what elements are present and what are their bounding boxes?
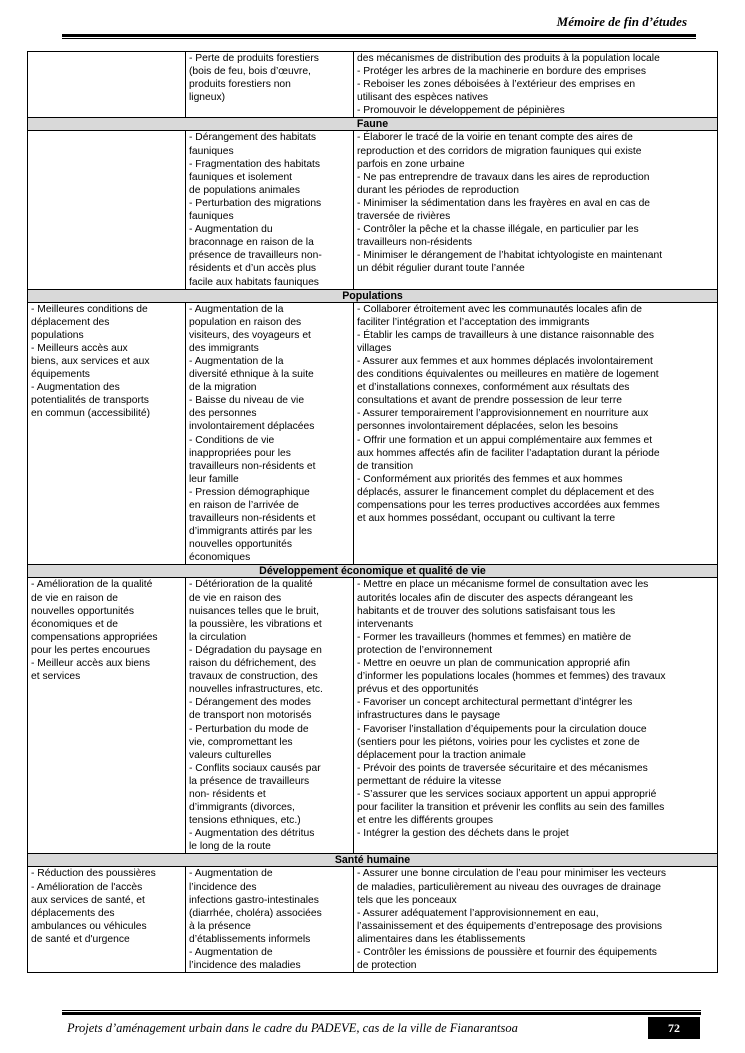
cell-line: valeurs culturelles (189, 749, 272, 761)
cell-line: - Conflits sociaux causés par (189, 762, 321, 774)
cell-line: autorités locales afin de discuter des aspects dérangeant les (357, 592, 633, 604)
cell-line: - Minimiser le dérangement de l’habitat ichtyologiste en maintenant (357, 250, 663, 262)
cell-line: - Perturbation du mode de (189, 723, 309, 735)
cell-line: nouvelles opportunités (189, 539, 293, 551)
cell-line: - Contrôler la pêche et la chasse illégale, en particulier par les (357, 224, 639, 236)
cell-line: alimentaires dans les établissements (357, 933, 526, 945)
cell-line: - Protéger les arbres de la machinerie en bordure des emprises (357, 66, 647, 78)
cell-line: - Fragmentation des habitats (189, 158, 321, 170)
cell-line: de transport non motorisés (189, 710, 312, 722)
cell-line: population en raison des (189, 316, 302, 328)
cell-line: - S’assurer que les services sociaux apportent un appui approprié (357, 788, 657, 800)
footer-text: Projets d’aménagement urbain dans le cadre du PADEVE, cas de la ville de Fianarantsoa (67, 1021, 518, 1035)
cell-line: ambulances ou véhicules (31, 920, 147, 932)
cell-line: - Dégradation du paysage en (189, 644, 322, 656)
cell-line: - Conformément aux priorités des femmes et aux hommes (357, 473, 623, 485)
cell-line: et d’installations connexes, conformément aux résultats des (357, 382, 630, 394)
section-header: Populations (28, 289, 718, 302)
cell-line: - Augmentation de la (189, 303, 284, 315)
cell-line: des personnes (189, 408, 257, 420)
table-row (28, 867, 718, 973)
cell-line: ligneux) (189, 92, 226, 104)
cell-line: produits forestiers non (189, 79, 291, 91)
cell-line: compensations appropriées (31, 631, 158, 643)
cell-line: (diarrhée, choléra) associées (189, 907, 322, 919)
cell-line: - Collaborer étroitement avec les communautés locales afin de (357, 303, 643, 315)
section-header: Santé humaine (28, 854, 718, 867)
table-row (28, 52, 718, 118)
cell-line: - Amélioration de la qualité (31, 579, 153, 591)
cell-line: travaux de construction, des (189, 671, 318, 683)
section-header-row (28, 118, 718, 131)
cell-line: infections gastro-intestinales (189, 894, 319, 906)
cell-line: non- résidents et (189, 788, 266, 800)
cell-line: protection de l’environnement (357, 644, 493, 656)
cell-line: - Prévoir des points de traversée sécuritaire et des mécanismes (357, 762, 648, 774)
cell-line: populations (31, 329, 84, 341)
cell-line: économiques (189, 552, 251, 564)
cell-line: la poussière, les vibrations et (189, 618, 322, 630)
section-header: Développement économique et qualité de vie (28, 565, 718, 578)
measures-cell (354, 52, 718, 118)
footer-rule (62, 1012, 701, 1015)
cell-line: déplacements des (31, 907, 115, 919)
benefits-cell (28, 52, 186, 118)
cell-line: déplacement pour la traction animale (357, 749, 526, 761)
cell-line: nouvelles opportunités (31, 605, 135, 617)
cell-line: d’immigrants attirés par les (189, 526, 313, 538)
cell-line: pour faciliter la transition et prévenir les conflits au sein des familles (357, 802, 665, 814)
table-row (28, 578, 718, 854)
cell-line: à la présence (189, 920, 251, 932)
cell-line: - Établir les camps de travailleurs à une distance raisonnable des (357, 329, 655, 341)
table-row (28, 302, 718, 565)
impacts-cell (186, 302, 354, 565)
cell-line: - Intégrer la gestion des déchets dans le projet (357, 828, 569, 840)
cell-line: - Amélioration de l'accès (31, 881, 143, 893)
cell-line: fauniques et isolement (189, 171, 293, 183)
cell-line: utilisant des espèces natives (357, 92, 489, 104)
cell-line: la circulation (189, 631, 247, 643)
cell-line: l’incidence des maladies (189, 960, 301, 972)
cell-line: aux services de santé, et (31, 894, 145, 906)
cell-line: intervenants (357, 618, 414, 630)
section-header-row (28, 854, 718, 867)
cell-line: de populations animales (189, 184, 301, 196)
measures-cell (354, 578, 718, 854)
cell-line: raison du défrichement, des (189, 658, 317, 670)
cell-line: - Reboiser les zones déboisées à l’extérieur des emprises en (357, 79, 636, 91)
cell-line: - Augmentation du (189, 224, 273, 236)
cell-line: tels que les ponceaux (357, 894, 457, 906)
cell-line: travailleurs non-résidents et (189, 513, 316, 525)
cell-line: vie, compromettant les (189, 736, 293, 748)
cell-line: et aux hommes possédant, occupant ou cultivant la terre (357, 513, 616, 525)
cell-line: d’établissements informels (189, 933, 311, 945)
cell-line: - Minimiser la sédimentation dans les frayères en aval en cas de (357, 197, 651, 209)
cell-line: potentialités de transports (31, 395, 149, 407)
section-header-row (28, 289, 718, 302)
benefits-cell (28, 578, 186, 854)
cell-line: braconnage en raison de la (189, 237, 314, 249)
cell-line: - Augmentation de (189, 868, 273, 880)
cell-line: habitants et de trouver des solutions satisfaisant tous les (357, 605, 616, 617)
cell-line: de santé et d'urgence (31, 933, 130, 945)
measures-cell (354, 302, 718, 565)
cell-line: - Offrir une formation et un appui complémentaire aux femmes et (357, 434, 653, 446)
cell-line: (sentiers pour les piétons, voiries pour les cyclistes et zone de (357, 736, 640, 748)
cell-line: de vie en raison des (189, 592, 282, 604)
cell-line: - Meilleurs accès aux (31, 342, 128, 354)
cell-line: équipements (31, 369, 90, 381)
cell-line: de maladies, particulièrement au niveau des ouvrages de drainage (357, 881, 661, 893)
footer-rule-thin (62, 1010, 701, 1011)
cell-line: aux hommes affectés afin de faciliter l’adaptation durant la période (357, 447, 660, 459)
cell-line: de vie en raison de (31, 592, 119, 604)
cell-line: de protection (357, 960, 417, 972)
cell-line: nuisances telles que le bruit, (189, 605, 319, 617)
cell-line: - Contrôler les émissions de poussière et fournir des équipements (357, 947, 657, 958)
cell-line: leur famille (189, 473, 239, 485)
cell-line: déplacés, assurer le financement complet du déplacement et des (357, 486, 655, 498)
benefits-cell (28, 867, 186, 973)
cell-line: - Pression démographique (189, 486, 310, 498)
cell-line: l’incidence des (189, 881, 257, 893)
cell-line: - Ne pas entreprendre de travaux dans les aires de reproduction (357, 171, 650, 183)
cell-line: durant les périodes de reproduction (357, 184, 519, 196)
cell-line: biens, aux services et aux (31, 355, 150, 367)
benefits-cell (28, 131, 186, 289)
cell-line: - Réduction des poussières (31, 868, 156, 880)
impact-table-body (28, 52, 718, 973)
cell-line: fauniques (189, 145, 234, 157)
cell-line: et services (31, 671, 81, 683)
cell-line: - Assurer une bonne circulation de l’eau pour minimiser les vecteurs (357, 868, 667, 880)
cell-line: villages (357, 342, 392, 354)
cell-line: infrastructures dans le paysage (357, 710, 501, 722)
cell-line: - Mettre en place un mécanisme formel de consultation avec les (357, 579, 649, 591)
impacts-cell (186, 867, 354, 973)
cell-line: reproduction et des corridors de migration fauniques qui existe (357, 145, 642, 157)
cell-line: - Augmentation des (31, 382, 120, 394)
cell-line: résidents et d’un accès plus (189, 263, 317, 275)
cell-line: - Former les travailleurs (hommes et femmes) en matière de (357, 631, 632, 643)
cell-line: d’immigrants (divorces, (189, 802, 295, 814)
impacts-cell (186, 131, 354, 289)
cell-line: permettant de réduire la vitesse (357, 775, 502, 787)
cell-line: présence de travailleurs non- (189, 250, 322, 262)
cell-line: - Dérangement des habitats (189, 132, 317, 144)
cell-line: - Conditions de vie (189, 434, 275, 446)
cell-line: pour les pertes encourues (31, 644, 151, 656)
cell-line: facile aux habitats fauniques (189, 276, 319, 288)
cell-line: des mécanismes de distribution des produits à la population locale (357, 53, 660, 64)
impacts-cell (186, 52, 354, 118)
cell-line: nouvelles infrastructures, etc. (189, 684, 323, 696)
impacts-cell (186, 578, 354, 854)
cell-line: - Meilleur accès aux biens (31, 658, 151, 670)
cell-line: visiteurs, des voyageurs et (189, 329, 311, 341)
cell-line: - Promouvoir le développement de pépinières (357, 105, 565, 117)
cell-line: - Élaborer le tracé de la voirie en tenant compte des aires de (357, 132, 633, 144)
cell-line: de la migration (189, 382, 257, 394)
cell-line: la présence de travailleurs (189, 775, 310, 787)
cell-line: économiques et de (31, 618, 119, 630)
cell-line: - Assurer temporairement l’approvisionnement en nourriture aux (357, 408, 649, 420)
cell-line: - Favoriser l’installation d’équipements pour la circulation douce (357, 723, 647, 735)
page-number: 72 (648, 1017, 700, 1039)
cell-line: l’assainissement et des équipements d’entreposage des provisions (357, 920, 663, 932)
table-row (28, 131, 718, 289)
cell-line: des immigrants (189, 342, 259, 354)
cell-line: tensions ethniques, etc.) (189, 815, 301, 827)
impact-table (27, 51, 718, 973)
cell-line: - Favoriser un concept architectural permettant d’intégrer les (357, 697, 633, 709)
section-header: Faune (28, 118, 718, 131)
cell-line: - Dérangement des modes (189, 697, 311, 709)
cell-line: inappropriées pour les (189, 447, 291, 459)
cell-line: prévus et des opportunités (357, 684, 479, 696)
cell-line: - Perturbation des migrations (189, 197, 322, 209)
cell-line: le long de la route (189, 841, 271, 853)
cell-line: travailleurs non-résidents et (189, 460, 316, 472)
cell-line: parfois en zone urbaine (357, 158, 465, 170)
page-header-title: Mémoire de fin d’études (556, 14, 687, 29)
cell-line: - Assurer aux femmes et aux hommes déplacés involontairement (357, 355, 653, 367)
cell-line: en commun (accessibilité) (31, 408, 151, 420)
cell-line: - Perte de produits forestiers (189, 53, 319, 64)
section-header-row (28, 565, 718, 578)
cell-line: un débit régulier durant toute l’année (357, 263, 525, 275)
cell-line: diversité ethnique à la suite (189, 369, 314, 381)
cell-line: consultations et avant de prendre possession de leur terre (357, 395, 623, 407)
cell-line: - Augmentation des détritus (189, 828, 315, 840)
cell-line: - Assurer adéquatement l’approvisionnement en eau, (357, 907, 599, 919)
cell-line: traversée de rivières (357, 211, 451, 223)
cell-line: - Détérioration de la qualité (189, 579, 313, 591)
cell-line: - Augmentation de la (189, 355, 284, 367)
header-rule-thin (62, 38, 696, 39)
cell-line: faciliter l’intégration et l’acceptation des immigrants (357, 316, 590, 328)
header-rule (62, 34, 696, 37)
cell-line: de transition (357, 460, 414, 472)
cell-line: travailleurs non-résidents (357, 237, 473, 249)
cell-line: d’informer les populations locales (hommes et femmes) des travaux (357, 671, 666, 683)
cell-line: des conditions équivalentes ou meilleures en matière de logement (357, 369, 659, 381)
measures-cell (354, 867, 718, 973)
cell-line: et entre les différents groupes (357, 815, 494, 827)
cell-line: - Augmentation de (189, 947, 273, 958)
cell-line: fauniques (189, 211, 234, 223)
cell-line: involontairement déplacées (189, 421, 315, 433)
cell-line: - Meilleures conditions de (31, 303, 148, 315)
cell-line: - Mettre en oeuvre un plan de communication approprié afin (357, 658, 631, 670)
benefits-cell (28, 302, 186, 565)
cell-line: personnes involontairement déplacées, selon les besoins (357, 421, 619, 433)
cell-line: déplacement des (31, 316, 110, 328)
cell-line: (bois de feu, bois d’œuvre, (189, 66, 311, 78)
cell-line: compensations pour les terres productives accordées aux femmes (357, 500, 660, 511)
cell-line: en raison de l’arrivée de (189, 500, 299, 511)
cell-line: - Baisse du niveau de vie (189, 395, 305, 407)
measures-cell (354, 131, 718, 289)
